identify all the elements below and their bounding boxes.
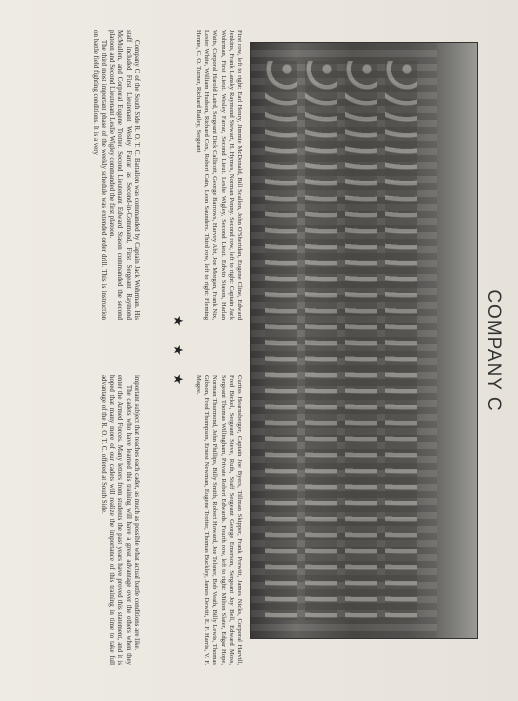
star-icon: ★: [171, 373, 186, 385]
photo-caption-left: First row, left to right: Earl Henry, Jimmie McDonald, Bill Scallon, John O'Shertdan, Eugene Cline, Edward Jenkins, Frank Lansky Raymond Stewart, H. Hymes, Norman Penny. Second row, left to right: Captain Jack Wohrman, First Lieut. Wesley Farrar, Second Lieut. Leslie Wigley, Second Lieut. Edwin Stason, Harlan Watts, Corporal Harold Laird, Sergeant Dick Callicott, George Barrows, Harvey Abt, Joe Morgan, Frank Nix, Lester White, William Hudson, Richard Cox, Robert Cain, Leon Saunders. Third row, left to right: Fleming Henne, C. O. Turner, Richard Bailey, Sergeant: [194, 30, 243, 320]
paragraph: The third most important phase of the weekly schedule was extended order drill. This is instruction on battle field fighting conditions. It is a very: [91, 30, 107, 320]
photo-row-front: [265, 61, 297, 620]
page-title: COMPANY C: [483, 289, 504, 412]
paragraph: The cadets who have learned this training will have a great advantage over the others when they enter the Armed Forces. Many letters from students the past years have proved this statement, and it is hoped that many more of our cadets will realize the importance of this training in time to take full advantage of the R. O. T. C. offered at South Side.: [99, 375, 132, 665]
star-icon: ★: [171, 315, 186, 327]
group-photo: [250, 42, 478, 639]
photo-row-fourth: [345, 61, 377, 620]
photo-row-third: [305, 61, 337, 620]
star-icon: ★: [171, 344, 186, 356]
paragraph: Company C of the South Side R. O. T. C. Battalion was commanded by Captain Jack Wohrman. His staff included First Lieutenant Wesley Farrar as Second-in-Command, First Sergeant Raymond McMullen, and Corporal Eugene Trotter. Second Lieutenant Edward Stason commanded the second platoon and Second Lieutenant Leslie Wigley commanded the first platoon.: [108, 30, 140, 320]
photo-background-trees: [437, 43, 477, 638]
paragraph: important subject that teaches each cadet, as much as possible what actual battle conditions are like.: [133, 375, 140, 651]
star-divider: [170, 315, 186, 385]
article-column-right: [99, 375, 140, 665]
photo-row-back: [385, 61, 417, 620]
photo-caption-right: Curtiss Hearnsberger, Captain Joe Byers, Tillman Skipper, Frank Prewitt, James Nicks, Corporal Harvill, Fred Bickel, Sergeant Steve, Ruth, Staff Sergeant George Emerson, Sergeant Joy Bell, Edward Moss, Sergeant Thomas Willingham, Private Robert Edwards. Fourth row, left to right: Milton Slater, Edgar Hope, Norman Thurmond, John Phillips, Billy Smith, Robert Howard, Joe Telsner, Bob Veath, Billy Lewis, Thomas Gibson, Fred Thompson, Ernest Newman, Eugene Trotter, Thomas Buckley, James Dewitt, E. F. Harris, V. F. Magee.: [194, 375, 243, 665]
article-column-left: [90, 30, 140, 320]
